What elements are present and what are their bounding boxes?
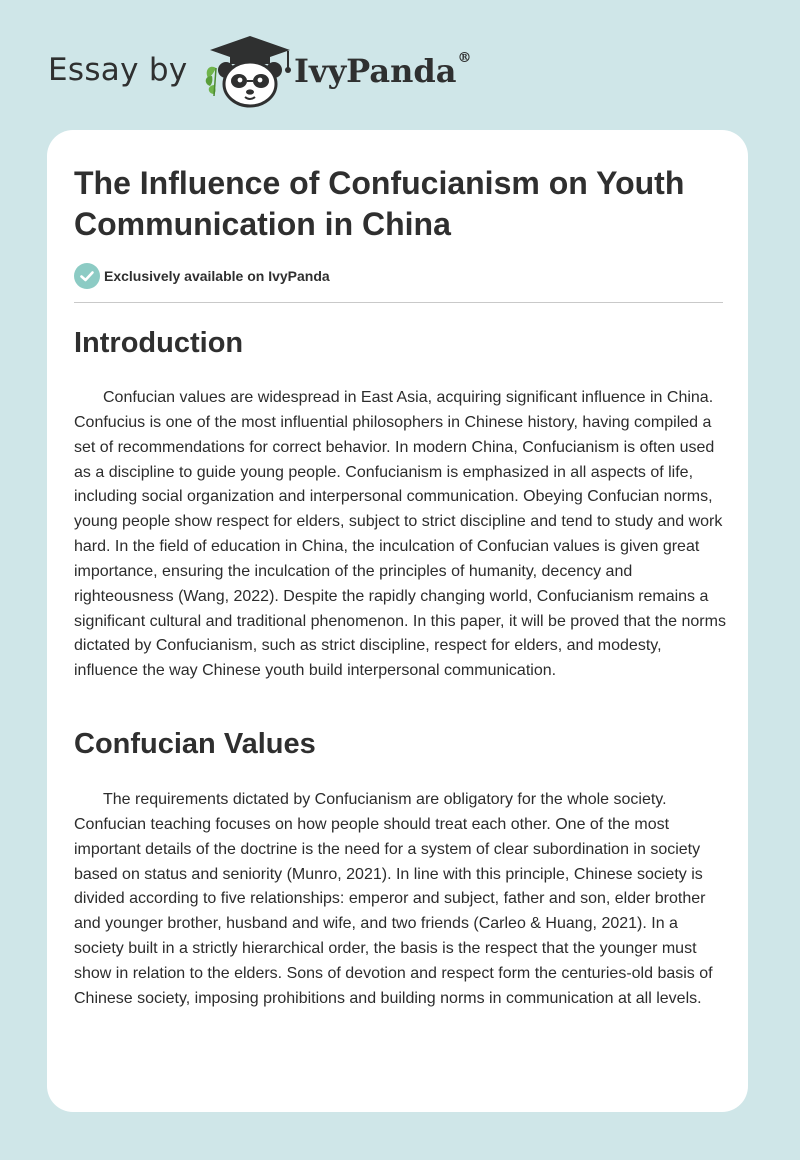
section-heading-introduction: Introduction (74, 327, 244, 359)
brand-name-text: IvyPanda (294, 52, 457, 90)
essay-by-label: Essay by (48, 52, 188, 88)
panda-graduation-cap-icon[interactable] (202, 34, 294, 110)
site-header (48, 30, 548, 110)
check-circle-icon (74, 263, 100, 289)
section-heading-confucian-values: Confucian Values (74, 728, 316, 760)
section-paragraph-introduction: Confucian values are widespread in East Asia, acquiring significant influence in China. Confucius is one of the most influential philosophers in Chinese history, having compiled a set of recommendations for correct behavior. In modern China, Confucianism is often used as a discipline to guide young people. Confucianism is emphasized in all aspects of life, including social organization and interpersonal communication. Obeying Confucian norms, young people show respect for elders, subject to strict discipline and tend to study and work hard. In the field of education in China, the inculcation of Confucian values is given great importance, ensuring the inculcation of the principles of humanity, decency and righteousness (Wang, 2022). Despite the rapidly changing world, Confucianism remains a significant cultural and traditional phenomenon. In this paper, it will be proved that the norms dictated by Confucianism, such as strict discipline, respect for elders, and modesty, influence the way Chinese youth build interpersonal communication. (74, 389, 726, 680)
brand-name[interactable] (294, 52, 471, 90)
exclusive-badge-text: Exclusively available on IvyPanda (104, 268, 330, 284)
essay-card (47, 130, 748, 1112)
exclusive-badge (74, 263, 330, 289)
title-divider (74, 302, 723, 303)
registered-mark: ® (457, 50, 472, 66)
essay-title: The Influence of Confucianism on Youth Communication in China (74, 165, 685, 242)
section-paragraph-confucian-values: The requirements dictated by Confucianism are obligatory for the whole society. Confucian teaching focuses on how people should treat each other. One of the most important details of the doctrine is the need for a system of clear subordination in society based on status and seniority (Munro, 2021). In line with this principle, Chinese society is divided according to five relationships: emperor and subject, father and son, elder brother and younger brother, husband and wife, and two friends (Carleo & Huang, 2021). In a society built in a strictly hierarchical order, the basis is the respect that the younger must show in relation to the elders. Sons of devotion and respect form the centuries-old basis of Chinese society, imposing prohibitions and building norms in communication at all levels. (74, 791, 713, 1007)
